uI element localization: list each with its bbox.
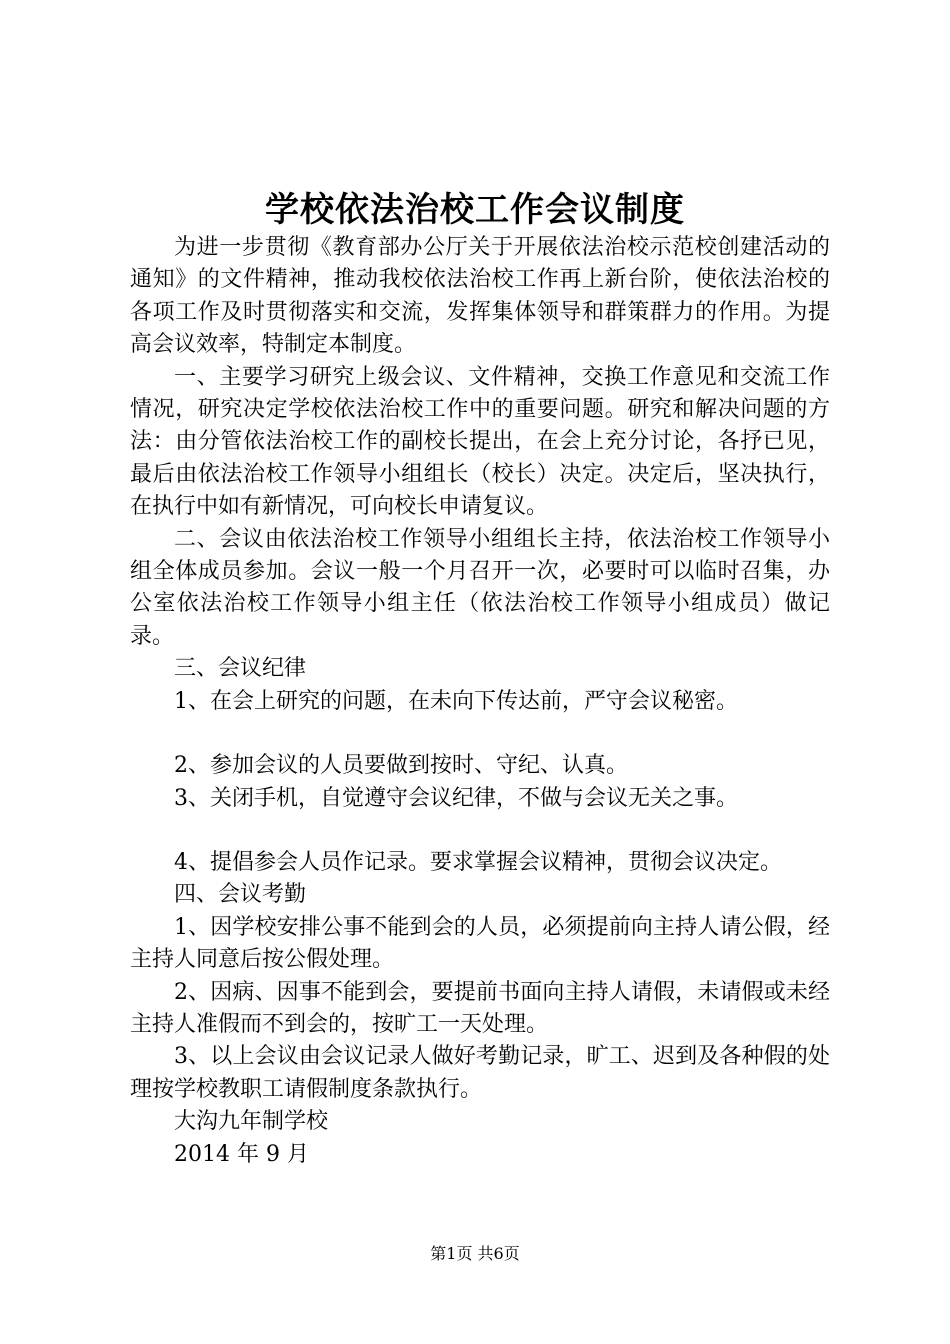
discipline-item-1: 1、在会上研究的问题，在未向下传达前，严守会议秘密。 [174, 688, 738, 714]
page-footer: 第1页 共6页 [430, 1244, 520, 1263]
intro-paragraph: 为进一步贯彻《教育部办公厅关于开展依法治校示范校创建活动的通知》的文件精神，推动我校依法治校工作再上新台阶，使依法治校的各项工作及时贯彻落实和交流，发挥集体领导和群策群力的作用。为提高会议效率，特制定本制度。 [130, 235, 830, 358]
section-four-heading: 四、会议考勤 [174, 882, 307, 908]
discipline-item-2: 2、参加会议的人员要做到按时、守纪、认真。 [174, 753, 628, 779]
attendance-item-1: 1、因学校安排公事不能到会的人员，必须提前向主持人请公假，经主持人同意后按公假处理。 [130, 914, 830, 973]
discipline-item-3: 3、关闭手机，自觉遵守会议纪律，不做与会议无关之事。 [174, 785, 738, 811]
section-one-paragraph: 一、主要学习研究上级会议、文件精神，交换工作意见和交流工作情况，研究决定学校依法治校工作中的重要问题。研究和解决问题的方法：由分管依法治校工作的副校长提出，在会上充分讨论，各抒已见，最后由依法治校工作领导小组组长（校长）决定。决定后，坚决执行，在执行中如有新情况，可向校长申请复议。 [130, 364, 830, 520]
attendance-item-2: 2、因病、因事不能到会，要提前书面向主持人请假，未请假或未经主持人准假而不到会的，按旷工一天处理。 [130, 979, 830, 1037]
attendance-item-3: 3、以上会议由会议记录人做好考勤记录，旷工、迟到及各种假的处理按学校教职工请假制度条款执行。 [130, 1044, 830, 1102]
section-two-paragraph: 二、会议由依法治校工作领导小组组长主持，依法治校工作领导小组全体成员参加。会议一般一个月召开一次，必要时可以临时召集，办公室依法治校工作领导小组主任（依法治校工作领导小组成员）做记录。 [130, 526, 830, 649]
signature-organization: 大沟九年制学校 [174, 1109, 329, 1135]
section-three-heading: 三、会议纪律 [174, 656, 307, 682]
document-body [130, 232, 830, 1171]
discipline-item-4: 4、提倡参会人员作记录。要求掌握会议精神，贯彻会议决定。 [174, 849, 782, 875]
document-title: 学校依法治校工作会议制度 [265, 190, 685, 230]
signature-date: 2014 年 9 月 [174, 1141, 309, 1167]
